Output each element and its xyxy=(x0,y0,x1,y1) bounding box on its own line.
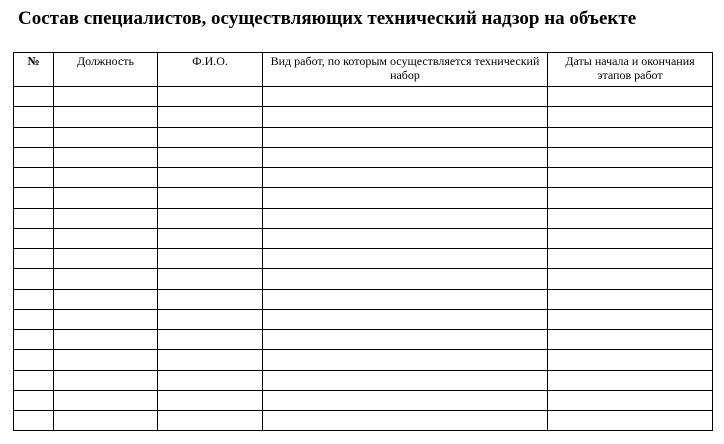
column-header-number: № xyxy=(14,53,54,87)
table-cell xyxy=(158,188,263,208)
table-cell xyxy=(54,269,158,289)
table-cell xyxy=(54,127,158,147)
table-cell xyxy=(158,168,263,188)
table-cell xyxy=(14,228,54,248)
table-cell xyxy=(263,168,548,188)
table-cell xyxy=(548,87,713,107)
table-row xyxy=(14,390,713,410)
table-row xyxy=(14,330,713,350)
table-body xyxy=(14,87,713,431)
table-cell xyxy=(263,269,548,289)
table-cell xyxy=(263,370,548,390)
table-cell xyxy=(158,147,263,167)
table-cell xyxy=(158,289,263,309)
table-cell xyxy=(54,330,158,350)
table-cell xyxy=(14,147,54,167)
column-header-full-name: Ф.И.О. xyxy=(158,53,263,87)
table-cell xyxy=(548,411,713,431)
table-row xyxy=(14,370,713,390)
table-cell xyxy=(54,147,158,167)
table-cell xyxy=(14,390,54,410)
table-cell xyxy=(14,87,54,107)
table-cell xyxy=(158,87,263,107)
table-cell xyxy=(263,330,548,350)
table-cell xyxy=(158,269,263,289)
table-cell xyxy=(548,309,713,329)
table-cell xyxy=(14,309,54,329)
table-cell xyxy=(263,107,548,127)
table-row xyxy=(14,87,713,107)
table-cell xyxy=(263,147,548,167)
table-cell xyxy=(158,330,263,350)
table-cell xyxy=(548,249,713,269)
table-row xyxy=(14,127,713,147)
table-cell xyxy=(263,390,548,410)
table-cell xyxy=(263,188,548,208)
table-row xyxy=(14,147,713,167)
table-cell xyxy=(14,330,54,350)
table-cell xyxy=(14,168,54,188)
table-cell xyxy=(14,269,54,289)
table-cell xyxy=(14,188,54,208)
table-cell xyxy=(54,87,158,107)
table-cell xyxy=(14,370,54,390)
table-cell xyxy=(14,350,54,370)
table-row xyxy=(14,350,713,370)
table-cell xyxy=(54,208,158,228)
table-cell xyxy=(158,309,263,329)
table-cell xyxy=(548,390,713,410)
table-cell xyxy=(548,370,713,390)
column-header-work-type: Вид работ, по которым осуществляется технический набор xyxy=(263,53,548,87)
table-cell xyxy=(263,87,548,107)
table-cell xyxy=(263,289,548,309)
table-row xyxy=(14,289,713,309)
table-row xyxy=(14,168,713,188)
table-row xyxy=(14,228,713,248)
table-cell xyxy=(548,228,713,248)
table-cell xyxy=(14,411,54,431)
table-cell xyxy=(548,208,713,228)
table-cell xyxy=(54,168,158,188)
table-cell xyxy=(548,107,713,127)
table-cell xyxy=(158,107,263,127)
table-row xyxy=(14,208,713,228)
table-cell xyxy=(263,208,548,228)
table-cell xyxy=(158,390,263,410)
table-cell xyxy=(54,289,158,309)
table-cell xyxy=(14,208,54,228)
table-cell xyxy=(548,289,713,309)
table-cell xyxy=(263,309,548,329)
table-cell xyxy=(54,249,158,269)
table-row xyxy=(14,249,713,269)
table-row xyxy=(14,188,713,208)
table-cell xyxy=(14,107,54,127)
column-header-position: Должность xyxy=(54,53,158,87)
table-cell xyxy=(263,127,548,147)
table-header-row xyxy=(14,53,713,87)
table-cell xyxy=(14,289,54,309)
table-cell xyxy=(158,127,263,147)
table-cell xyxy=(548,350,713,370)
table-cell xyxy=(14,249,54,269)
table-cell xyxy=(54,370,158,390)
table-cell xyxy=(158,228,263,248)
table-cell xyxy=(548,147,713,167)
column-header-dates: Даты начала и окончания этапов работ xyxy=(548,53,713,87)
table-cell xyxy=(54,188,158,208)
page-title: Состав специалистов, осуществляющих технический надзор на объекте xyxy=(18,8,637,29)
specialists-table xyxy=(13,52,713,431)
table-cell xyxy=(54,350,158,370)
table-cell xyxy=(54,228,158,248)
table-cell xyxy=(263,249,548,269)
table-cell xyxy=(14,127,54,147)
table-cell xyxy=(54,390,158,410)
table-cell xyxy=(263,228,548,248)
table-cell xyxy=(54,411,158,431)
table-cell xyxy=(548,330,713,350)
table-cell xyxy=(263,411,548,431)
table-cell xyxy=(54,309,158,329)
table-row xyxy=(14,411,713,431)
table-cell xyxy=(548,188,713,208)
table-cell xyxy=(54,107,158,127)
table-cell xyxy=(548,168,713,188)
table-cell xyxy=(548,127,713,147)
table-cell xyxy=(158,411,263,431)
table-cell xyxy=(263,350,548,370)
table-cell xyxy=(548,269,713,289)
table-row xyxy=(14,269,713,289)
table-cell xyxy=(158,370,263,390)
table-row xyxy=(14,107,713,127)
table-cell xyxy=(158,350,263,370)
table-cell xyxy=(158,249,263,269)
table-cell xyxy=(158,208,263,228)
table-row xyxy=(14,309,713,329)
